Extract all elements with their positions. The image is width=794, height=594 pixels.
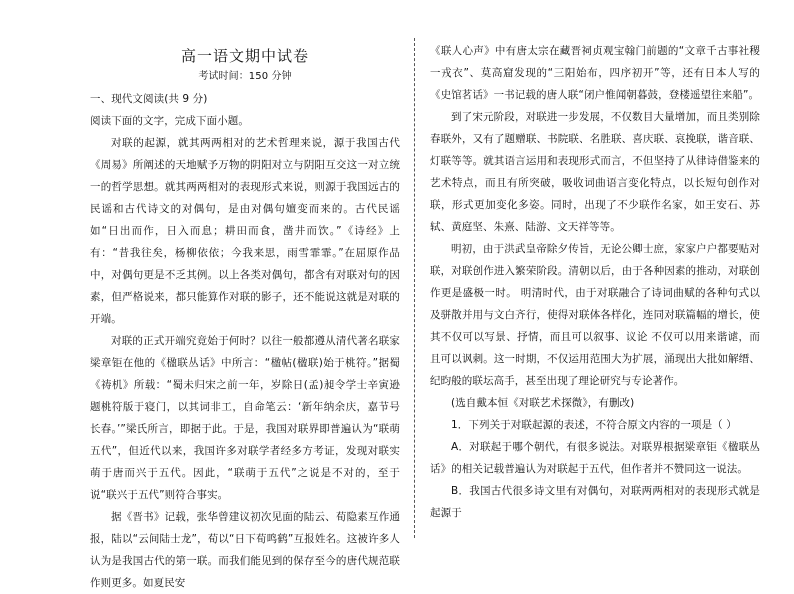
exam-time: 考试时间：150 分钟 [198, 71, 292, 82]
paragraph-1: 对联的起源，就其两两相对的艺术哲理来说，源于我国古代《周易》所阐述的天地赋予万物的阴阳对立与阴阳互交这一对立统一的哲学思想。就其两两相对的表现形式来说，则源于我国远古的民谣和古代诗文的对偶句，是由对偶句嬗变而来的。古代民谣如“日出而作，日入而息；耕田而食，凿井而饮。”《诗经》上有：“昔我往矣，杨柳依依；今我来思，雨雪霏霏。”在屈原作品中，对偶句更是不乏其例。以上各类对偶句，都含有对联对句的因素，但严格说来，都只能算作对联的影子，还不能说这就是对联的开端。 [90, 137, 400, 325]
paragraph-2: 对联的正式开端究竟始于何时？以往一般都遵从清代著名联家梁章钜在他的《楹联丛话》中所言：“楹帖(楹联)始于桃符。”据蜀《祷机》所载：“蜀未归宋之前一年，岁除日(孟)昶令学士辛寅逊题桃符版于寝门，以其词非工，自命笔云：‘新年纳余庆，嘉节号长春。’”梁氏所言，即据于此。于是，我国对联界即普遍认为“联萌五代”，但近代以来，我国许多对联学者经多方考证，发现对联实萌于唐而兴于五代。因此，“联萌于五代”之说是不对的，至于说“联兴于五代”则符合事实。 [90, 335, 400, 501]
paragraph-5: 明初，由于洪武皇帝除夕传旨，无论公卿士庶，家家户户都要贴对联，对联创作进入繁荣阶段。清朝以后，由于各种因素的推动，对联创作更是盛极一时。 明清时代，由于对联融合了诗词曲赋的各种句式以及骈散并用与文白齐行，使得对联体各样化，连同对联篇幅的增长，使其不仅可以写景、抒情，而且可以叙事、议论 不仅可以用来谐谑，而且可以讽刺。这一时期，不仅运用范围大为扩展，涌现出大批如解缙、纪昀般的联坛高手，甚至出现了理论研究与专论著作。 [430, 243, 760, 387]
question-1: 1．下列关于对联起源的表述，不符合原文内容的一项是（ ） [451, 419, 737, 431]
paragraph-3: 据《晋书》记载，张华曾建议初次见面的陆云、荀隐素互作通报，陆以“云间陆士龙”，荀以“日下荀鸣鹤”互报姓名。这被许多人认为是我国古代的第一联。而我们能见到的保存至今的唐代规范联作则更多。如夏民安 [90, 511, 400, 589]
paragraph-4: 到了宋元阶段，对联进一步发展，不仅数目大量增加，而且类别除春联外，又有了题赠联、书院联、名胜联、喜庆联、哀挽联，谐音联、灯联等等。就其语言运用和表现形式而言，不但坚持了从律诗借鉴来的艺术特点，而且有所突破，吸收词曲语言变化特点，以长短句创作对联，形式更加变化多姿。同时，出现了不少联作名家，如王安石、苏轼、黄庭坚、朱熹、陆游、文天祥等等。 [430, 111, 760, 233]
source-citation: (选自戴本恒《对联艺术探微》，有删改) [451, 397, 635, 409]
option-a: A．对联起于哪个朝代，有很多说法。对联界根据梁章钜《楹联丛话》的相关记载普遍认为对联起于五代，但作者并不赞同这一说法。 [430, 441, 760, 475]
left-column [90, 40, 400, 594]
column-divider [414, 38, 415, 538]
section-heading: 一、现代文阅读(共 9 分) [90, 93, 208, 105]
instruction: 阅读下面的文字，完成下面小题。 [90, 115, 249, 127]
right-column [430, 40, 760, 524]
option-b: B．我国古代很多诗文里有对偶句，对联两两相对的表现形式就是起源于 [430, 485, 760, 519]
paragraph-continued: 《联人心声》中有唐太宗在藏晋祠贞观宝翰门前题的“文章千古事社稷一戎衣”、莫高窟发现的“三阳始布，四序初开”等，还有日本人写的《史馆茗话》一书记载的唐人联“闭户惟闻朝暮鼓，登楼遥望往来船”。 [430, 45, 760, 101]
exam-title: 高一语文期中试卷 [180, 47, 309, 65]
